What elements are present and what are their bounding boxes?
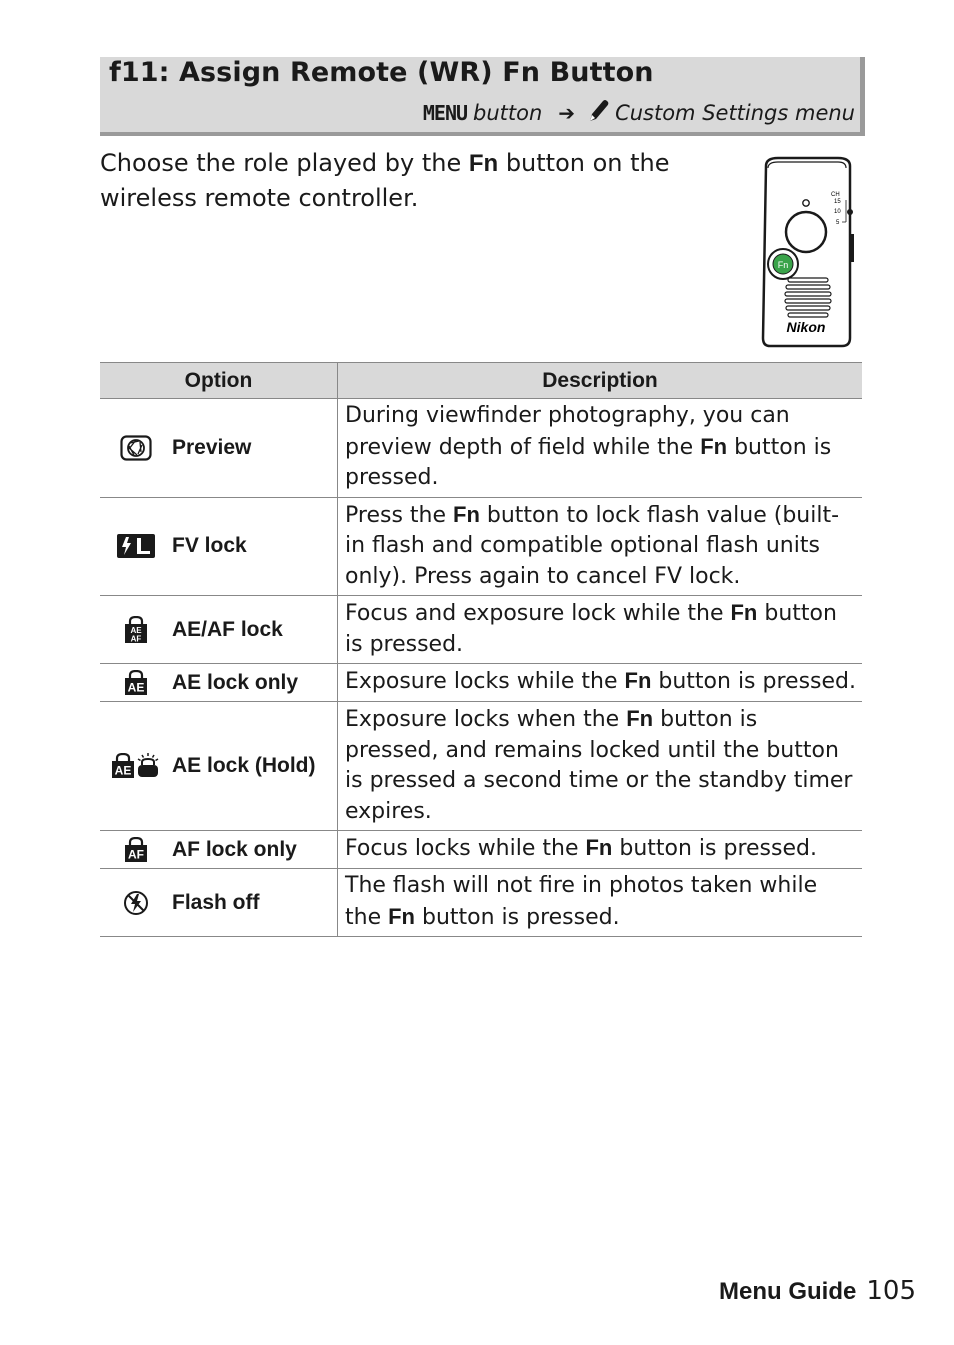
fn-label: Fn	[468, 150, 499, 177]
table-row	[100, 664, 862, 702]
fn-label: Fn	[453, 501, 480, 527]
page-title: f11: Assign Remote (WR) Fn Button	[109, 57, 654, 88]
description-text: button is pressed.	[612, 836, 817, 862]
page-footer	[719, 1276, 916, 1306]
option-name: Flash off	[172, 890, 260, 914]
fn-label: Fn	[388, 903, 415, 929]
description-text: The flash will not fire in photos taken while the	[345, 873, 818, 930]
fn-button-label: Fn	[777, 260, 789, 270]
fn-label: Fn	[585, 835, 613, 861]
option-description	[338, 702, 863, 831]
description-text: Press the	[345, 502, 453, 528]
table-row	[100, 869, 862, 937]
arrow-icon: ➔	[558, 100, 576, 125]
svg-text:AF: AF	[128, 847, 144, 861]
page-number: 105	[866, 1276, 916, 1306]
fn-label: Fn	[624, 668, 652, 694]
preview-icon	[100, 435, 172, 461]
table-row	[100, 831, 862, 869]
menu-path	[423, 98, 855, 127]
table-row	[100, 497, 862, 596]
ae-af-lock-icon	[100, 616, 172, 644]
section-header	[100, 57, 865, 136]
svg-text:AE: AE	[127, 680, 145, 694]
description-column-header: Description	[338, 363, 863, 399]
option-description	[338, 596, 863, 664]
pencil-icon	[587, 98, 609, 127]
custom-settings-menu-label: Custom Settings menu	[615, 100, 855, 125]
table-row	[100, 702, 862, 831]
fn-label: Fn	[730, 600, 758, 625]
description-text: Exposure locks while the	[345, 669, 625, 695]
option-description	[338, 869, 863, 937]
option-name: FV lock	[172, 534, 247, 558]
ch-value: 5	[836, 220, 840, 226]
menu-button-word: button	[473, 100, 543, 125]
option-name: Preview	[172, 435, 252, 459]
description-text: During viewfinder photography, you can preview depth of field while the	[345, 403, 790, 460]
menu-key-label: MENU	[422, 100, 468, 125]
ae-lock-hold-icon	[100, 753, 172, 779]
options-table	[100, 362, 862, 937]
svg-text:AE: AE	[130, 625, 142, 635]
svg-text:AE: AE	[114, 763, 132, 778]
svg-text:AF: AF	[130, 634, 142, 643]
af-lock-only-icon	[100, 837, 172, 863]
fn-label: Fn	[626, 706, 654, 731]
intro-text-start: Choose the role played by the	[100, 149, 469, 177]
fv-lock-icon	[100, 534, 172, 558]
section-name: Menu Guide	[719, 1278, 857, 1305]
description-text: Focus locks while the	[345, 836, 586, 862]
description-text: button is pressed.	[345, 434, 832, 490]
brand-logo: Nikon	[786, 319, 826, 335]
flash-off-icon	[100, 890, 172, 916]
ae-lock-only-icon	[100, 670, 172, 696]
table-row	[100, 399, 862, 498]
description-text: button is pressed, and remains locked until the button is pressed a second time or the standby timer expires.	[345, 707, 853, 824]
intro-text-end: button on the wireless remote controller.	[100, 149, 670, 212]
option-description	[338, 664, 863, 702]
option-description	[338, 831, 863, 869]
option-name: AE lock only	[172, 670, 299, 694]
intro-paragraph	[100, 146, 700, 215]
wireless-remote-illustration	[758, 154, 854, 348]
table-row	[100, 596, 862, 664]
option-name: AF lock only	[172, 837, 297, 861]
description-text: button is pressed.	[415, 904, 620, 930]
description-text: button to lock flash value (built-in flash and compatible optional flash units only). Press again to cancel FV lock.	[345, 502, 840, 589]
option-description	[338, 399, 863, 498]
description-text: Exposure locks when the	[345, 707, 627, 732]
ch-label: CH	[831, 192, 840, 198]
option-column-header: Option	[100, 363, 338, 399]
description-text: button is pressed.	[651, 669, 856, 695]
option-name: AE/AF lock	[172, 617, 283, 641]
option-description	[338, 497, 863, 596]
ch-value: 10	[834, 209, 841, 215]
description-text: button is pressed.	[345, 601, 837, 657]
fn-label: Fn	[700, 433, 728, 459]
ch-value: 15	[834, 199, 841, 205]
option-name: AE lock (Hold)	[172, 754, 316, 777]
description-text: Focus and exposure lock while the	[345, 601, 731, 626]
